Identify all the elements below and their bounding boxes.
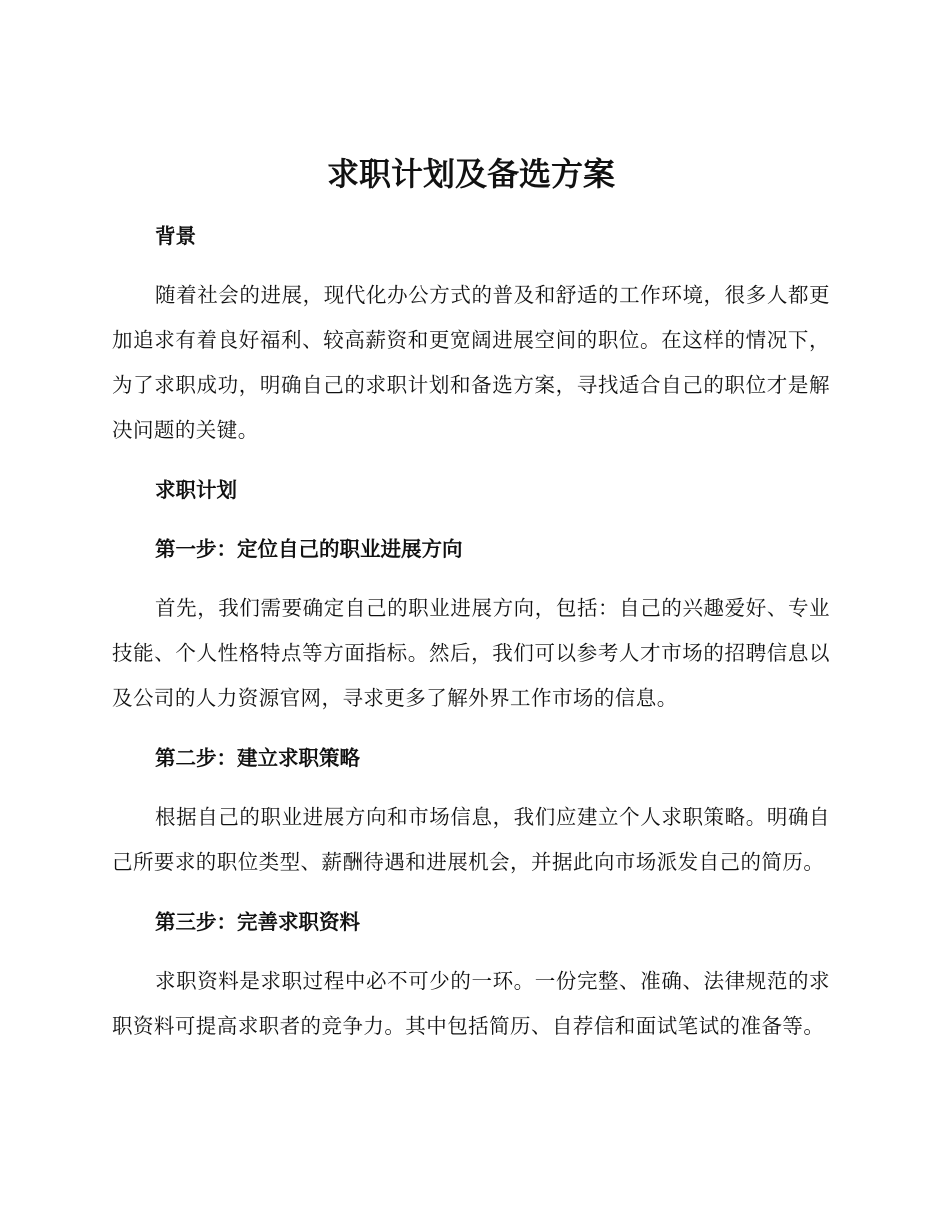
paragraph-step-1: 首先，我们需要确定自己的职业进展方向，包括：自己的兴趣爱好、专业技能、个人性格特点等方面指标。然后，我们可以参考人才市场的招聘信息以及公司的人力资源官网，寻求更多了解外界工作市场的信息。 (112, 596, 830, 710)
paragraph-background: 随着社会的进展，现代化办公方式的普及和舒适的工作环境，很多人都更加追求有着良好福利、较高薪资和更宽阔进展空间的职位。在这样的情况下，为了求职成功，明确自己的求职计划和备选方案，寻找适合自己的职位才是解决问题的关键。 (112, 283, 830, 442)
step-heading-3: 第三步：完善求职资料 (155, 910, 360, 934)
document-body (112, 148, 830, 1064)
step-heading-1: 第一步：定位自己的职业进展方向 (155, 537, 463, 561)
step-heading-2: 第二步：建立求职策略 (155, 746, 360, 770)
section-heading-background: 背景 (155, 224, 196, 248)
paragraph-step-3: 求职资料是求职过程中必不可少的一环。一份完整、准确、法律规范的求职资料可提高求职者的竞争力。其中包括简历、自荐信和面试笔试的准备等。 (112, 969, 830, 1038)
document-title: 求职计划及备选方案 (326, 155, 615, 193)
section-heading-job-plan: 求职计划 (155, 478, 237, 502)
paragraph-step-2: 根据自己的职业进展方向和市场信息，我们应建立个人求职策略。明确自己所要求的职位类型、薪酬待遇和进展机会，并据此向市场派发自己的简历。 (112, 805, 830, 874)
